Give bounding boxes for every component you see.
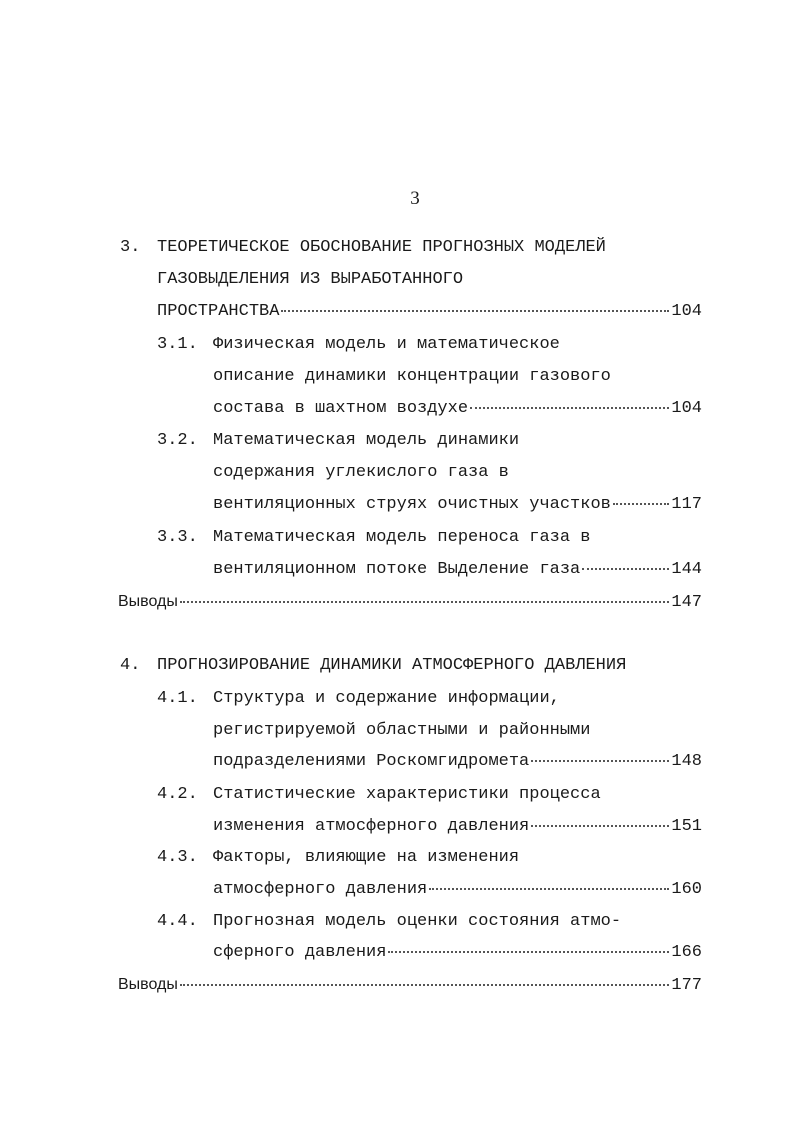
chapter-3-title-line-2: ГАЗОВЫДЕЛЕНИЯ ИЗ ВЫРАБОТАННОГО	[157, 270, 464, 289]
section-4-4-entry[interactable]	[213, 942, 702, 964]
section-4-2-line-1: Статистические характеристики процесса	[213, 785, 601, 804]
section-3-2-number: 3.2.	[157, 431, 198, 450]
dot-leader	[281, 309, 669, 312]
section-4-3-number: 4.3.	[157, 848, 198, 867]
section-4-3-line-1: Факторы, влияющие на изменения	[213, 848, 520, 867]
dot-leader	[613, 502, 670, 505]
chapter-4-number: 4.	[120, 656, 141, 675]
dot-leader	[180, 600, 670, 603]
section-4-1-number: 4.1.	[157, 689, 198, 708]
chapter-4-conclusions-label: Выводы	[118, 976, 178, 993]
dot-leader	[470, 406, 669, 409]
section-3-3-page: 144	[671, 560, 702, 579]
dot-leader	[388, 950, 669, 953]
page-number: 3	[410, 188, 420, 209]
section-3-2-entry[interactable]	[213, 494, 702, 516]
chapter-3-title-line-1: ТЕОРЕТИЧЕСКОЕ ОБОСНОВАНИЕ ПРОГНОЗНЫХ МОДЕЛЕЙ	[157, 238, 606, 257]
chapter-4-title[interactable]: ПРОГНОЗИРОВАНИЕ ДИНАМИКИ АТМОСФЕРНОГО ДАВЛЕНИЯ	[157, 656, 627, 675]
section-3-1-entry[interactable]	[213, 398, 702, 420]
section-4-4-line-2: сферного давления	[213, 943, 387, 962]
section-4-1-line-1: Структура и содержание информации,	[213, 689, 560, 708]
section-3-3-number: 3.3.	[157, 528, 198, 547]
chapter-4-conclusions-page: 177	[671, 976, 702, 995]
section-4-1-line-3: подразделениями Роскомгидромета	[213, 752, 530, 771]
section-3-3-entry[interactable]	[213, 559, 702, 581]
chapter-3-number: 3.	[120, 238, 141, 257]
dot-leader	[429, 887, 669, 890]
section-4-3-entry[interactable]	[213, 879, 702, 901]
chapter-3-conclusions-entry[interactable]	[118, 591, 702, 614]
section-3-1-line-1: Физическая модель и математическое	[213, 335, 560, 354]
section-4-3-page: 160	[671, 880, 702, 899]
chapter-3-page: 104	[671, 302, 702, 321]
section-4-2-number: 4.2.	[157, 785, 198, 804]
dot-leader	[531, 824, 669, 827]
section-3-2-line-1: Математическая модель динамики	[213, 431, 520, 450]
chapter-4-conclusions-entry[interactable]	[118, 974, 702, 997]
section-3-3-line-1: Математическая модель переноса газа в	[213, 528, 591, 547]
chapter-3-conclusions-label: Выводы	[118, 593, 178, 610]
chapter-3-entry[interactable]	[157, 301, 702, 323]
section-4-2-page: 151	[671, 817, 702, 836]
chapter-3-title-line-3: ПРОСТРАНСТВА	[157, 302, 280, 321]
dot-leader	[582, 567, 669, 570]
section-4-2-line-2: изменения атмосферного давления	[213, 817, 530, 836]
section-4-4-number: 4.4.	[157, 912, 198, 931]
dot-leader	[180, 983, 670, 986]
section-4-1-line-2: регистрируемой областными и районными	[213, 721, 591, 740]
section-4-1-page: 148	[671, 752, 702, 771]
section-3-2-page: 117	[671, 495, 702, 514]
section-4-4-line-1: Прогнозная модель оценки состояния атмо-	[213, 912, 622, 931]
dot-leader	[531, 759, 669, 762]
section-3-1-number: 3.1.	[157, 335, 198, 354]
section-4-1-entry[interactable]	[213, 751, 702, 773]
section-4-2-entry[interactable]	[213, 816, 702, 838]
section-4-4-page: 166	[671, 943, 702, 962]
section-3-1-page: 104	[671, 399, 702, 418]
chapter-3-conclusions-page: 147	[671, 593, 702, 612]
section-3-1-line-2: описание динамики концентрации газового	[213, 367, 611, 386]
section-3-3-line-2: вентиляционном потоке Выделение газа	[213, 560, 581, 579]
section-3-2-line-3: вентиляционных струях очистных участков	[213, 495, 611, 514]
section-3-1-line-3: состава в шахтном воздухе	[213, 399, 469, 418]
section-3-2-line-2: содержания углекислого газа в	[213, 463, 509, 482]
section-4-3-line-2: атмосферного давления	[213, 880, 428, 899]
